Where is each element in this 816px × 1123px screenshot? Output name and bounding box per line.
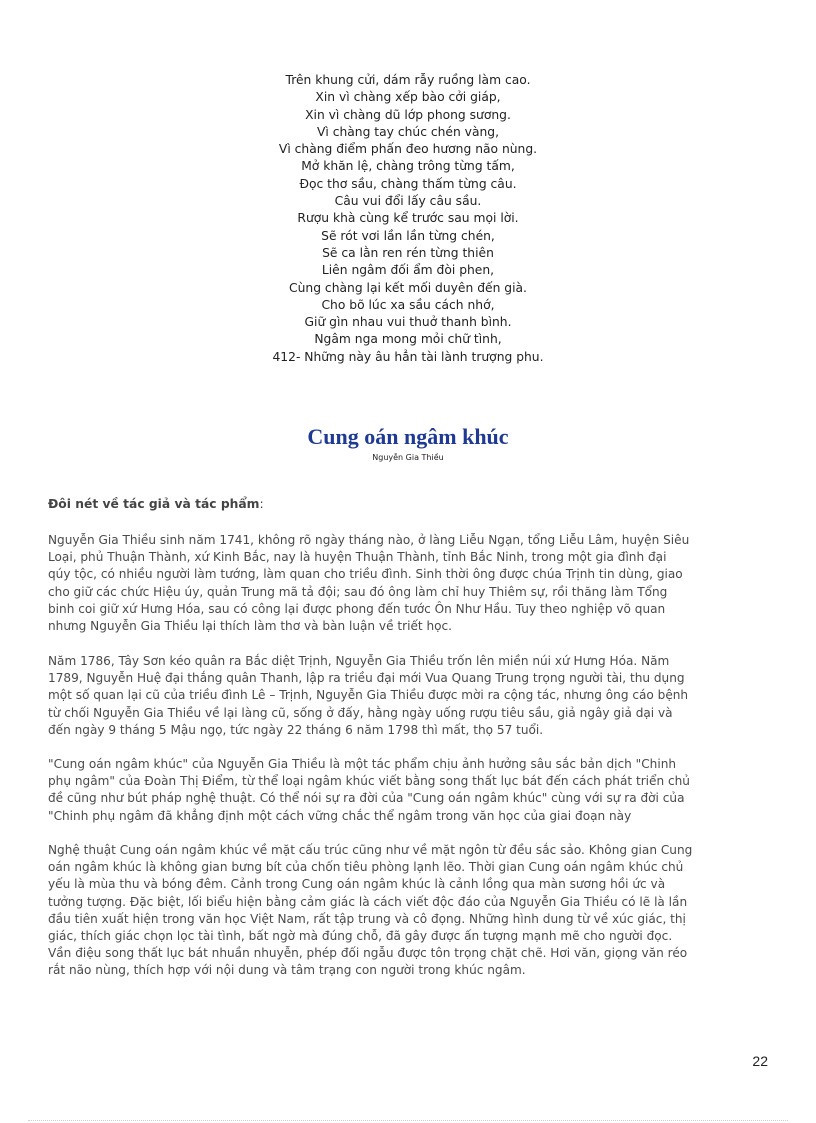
paragraph-line: "Cung oán ngâm khúc" của Nguyễn Gia Thiều là một tác phẩm chịu ảnh hưởng sâu sắc bản dịch "Chinh	[48, 757, 677, 771]
paragraph-line: đề cũng như bút pháp nghệ thuật. Có thể nói sự ra đời của "Cung oán ngâm khúc" cùng với sự ra đời của	[48, 791, 685, 806]
paragraph-line: rắt não nùng, thích hợp với nội dung và tâm trạng con người trong khúc ngâm.	[48, 963, 526, 978]
paragraph-line: oán ngâm khúc là không gian bưng bít của chốn tiêu phòng lạnh lẽo. Thời gian Cung oán ngâm khúc chủ	[48, 860, 684, 875]
poem-line: Câu vui đổi lấy câu sầu.	[334, 194, 482, 209]
poem-line: Đọc thơ sầu, chàng thấm từng câu.	[299, 176, 517, 191]
poem-line: Trên khung cửi, dám rẫy ruồng làm cao.	[285, 73, 531, 87]
poem-line: Liên ngâm đối ẩm đòi phen,	[321, 263, 495, 278]
paragraph-influence	[48, 756, 770, 825]
poem-line: Vì chàng tay chúc chén vàng,	[316, 124, 500, 139]
poem-line: Xin vì chàng xếp bào cởi giáp,	[315, 90, 501, 105]
author-name: Nguyễn Gia Thiều	[372, 453, 444, 462]
paragraph-line: Loại, phủ Thuận Thành, xứ Kinh Bắc, nay là huyện Thuận Thành, tỉnh Bắc Ninh, trong một gia đình đại	[48, 550, 667, 565]
poem-line: Sẽ ca lằn ren rén từng thiên	[322, 245, 494, 260]
paragraph-line: Năm 1786, Tây Sơn kéo quân ra Bắc diệt Trịnh, Nguyễn Gia Thiều trốn lên miền núi xứ Hưng Hóa. Năm	[48, 654, 670, 668]
section-heading	[48, 497, 264, 511]
poem-line: Mở khăn lệ, chàng trông từng tấm,	[301, 159, 515, 174]
poem-line: 412- Những này âu hẳn tài lành trượng phu.	[272, 349, 544, 364]
section-heading-colon: :	[259, 497, 264, 511]
page-title: Cung oán ngâm khúc	[307, 424, 509, 449]
poem-line: Ngâm nga mong mỏi chữ tình,	[314, 332, 502, 347]
paragraph-line: cho giữ các chức Hiệu úy, quản Trung mã tả đội; sau đó ông làm chỉ huy Thiêm sự, rồi thăng làm Tổng	[48, 584, 668, 599]
paragraph-line: yếu là mùa thu và bóng đêm. Cảnh trong Cung oán ngâm khúc là cảnh lồng qua màn sương hồi ức và	[48, 877, 666, 892]
paragraph-line: Nghệ thuật Cung oán ngâm khúc về mặt cấu trúc cũng như về mặt ngôn từ đều sắc sảo. Không gian Cung	[48, 843, 693, 857]
paragraph-history	[48, 653, 770, 739]
paragraph-line: qúy tộc, có nhiều người làm tướng, làm quan cho triều đình. Sinh thời ông được chúa Trịnh tin dùng, giao	[48, 567, 683, 582]
poem-line: Sẽ rót vơi lần lần từng chén,	[321, 228, 495, 243]
paragraph-line: từ chối Nguyễn Gia Thiều về lại làng cũ, sống ở đấy, hằng ngày uống rượu tiêu sầu, giả ngây giả dại và	[48, 705, 673, 720]
section-heading-text: Đôi nét về tác giả và tác phẩm	[48, 497, 260, 511]
paragraph-line: binh coi giữ xứ Hưng Hóa, sau có công lại được phong đến tước Ôn Như Hầu. Tuy theo nghiệp võ quan	[48, 601, 666, 616]
poem-line: Giữ gìn nhau vui thuở thanh bình.	[304, 315, 512, 330]
poem-block	[200, 72, 616, 366]
paragraph-line: tưởng tượng. Đặc biệt, lối biểu hiện bằng cảm giác là cách viết độc đáo của Nguyễn Gia Thiều có lẽ là lần	[48, 894, 688, 909]
footer-divider	[28, 1120, 788, 1121]
poem-line: Cho bõ lúc xa sầu cách nhớ,	[321, 297, 495, 312]
paragraph-line: Nguyễn Gia Thiều sinh năm 1741, không rõ ngày tháng nào, ở làng Liễu Ngạn, tổng Liễu Lâm, huyện Siêu	[48, 533, 690, 547]
poem-line: Cùng chàng lại kết mối duyên đến già.	[289, 280, 527, 295]
paragraph-line: Vần điệu song thất lục bát nhuần nhuyễn, phép đối ngẫu được tôn trọng chặt chẽ. Hơi văn, giọng văn réo	[48, 946, 688, 961]
paragraph-line: đến ngày 9 tháng 5 Mậu ngọ, tức ngày 22 tháng 6 năm 1798 thì mất, thọ 57 tuổi.	[48, 722, 544, 737]
paragraph-line: một số quan lại cũ của triều đình Lê – Trịnh, Nguyễn Gia Thiều được mời ra cộng tác, nhưng ông cáo bệnh	[48, 688, 689, 703]
poem-line: Vì chàng điểm phấn đeo hương não nùng.	[278, 142, 538, 157]
paragraph-art	[48, 842, 770, 980]
paragraph-line: nhưng Nguyễn Gia Thiều lại thích làm thơ và bàn luận về triết học.	[48, 619, 453, 634]
paragraph-line: "Chinh phụ ngâm đã khẳng định một cách vững chắc thể ngâm trong văn học của giai đoạn này	[48, 808, 632, 823]
page-number: 22	[752, 1053, 768, 1069]
poem-line: Rượu khà cùng kể trước sau mọi lời.	[297, 211, 519, 226]
paragraph-author-bio	[48, 532, 770, 635]
paragraph-line: 1789, Nguyễn Huệ đại thắng quân Thanh, lập ra triều đại mới Vua Quang Trung trọng người tài, thu dụng	[48, 671, 685, 686]
poem-line: Xin vì chàng dũ lớp phong sương.	[305, 107, 511, 122]
paragraph-line: đầu tiên xuất hiện trong văn học Việt Nam, rất tập trung và cô đọng. Những hình dung từ về xúc giác, thị	[48, 911, 686, 926]
paragraph-line: giác, thích giác chọn lọc tài tình, bất ngờ mà đúng chỗ, đã gây được ấn tượng mạnh mẽ cho người đọc.	[48, 929, 673, 944]
paragraph-line: phụ ngâm" của Đoàn Thị Điểm, từ thể loại ngâm khúc viết bằng song thất lục bát đến cách phát triển chủ	[48, 774, 690, 789]
